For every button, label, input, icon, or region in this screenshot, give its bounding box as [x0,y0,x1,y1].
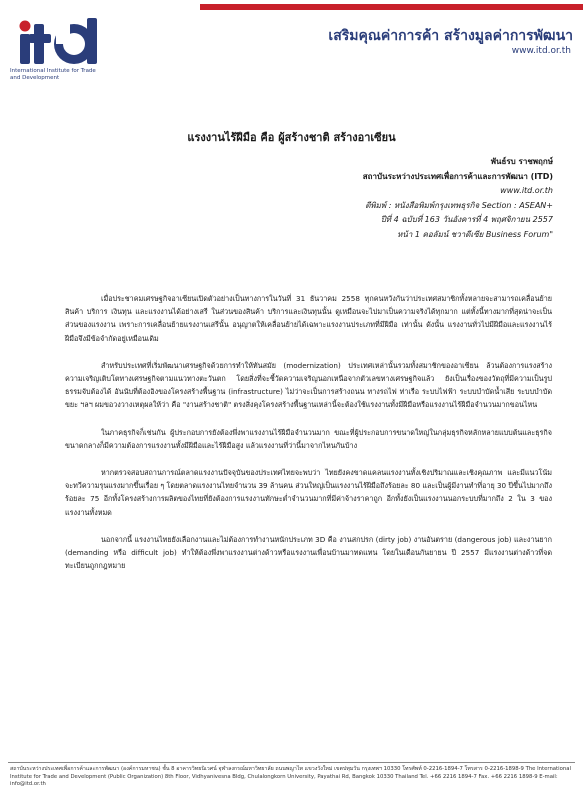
article-meta [253,155,553,242]
page-header [0,0,583,92]
header-website[interactable]: www.itd.or.th [511,46,571,56]
itd-logo-mark [8,12,128,72]
logo-subtitle: International Institute for Trade and Development [10,68,96,81]
issue-info: ปีที่ 4 ฉบับที่ 163 วันอังคารที่ 4 พฤศจิกายน 2557 [380,215,553,224]
paragraph: สำหรับประเทศที่เริ่มพัฒนาเศรษฐกิจด้วยการทำให้ทันสมัย (modernization) ประเทศเหล่านั้นรวมทั้งสมาชิกของอาเซียน ล้วนต้องการแรงสร้างความเจริญเติบโตทางเศรษฐกิจตามแนวทางตะวันตก โดยสิ่งที่จะชี้วัดความเจริญนอกเหนือจากตัวเลขทางเศรษฐกิจแล้ว ยังเป็นเรื่องของวัตถุที่มีความเป็นรูปธรรมจับต้องได้ อันนับที่ต้องอิงของโครงสร้างพื้นฐาน (infrastructure) ไม่ว่าจะเป็นการสร้างถนน ทางรถไฟ ท่าเรือ ระบบไฟฟ้า ระบบบำบัดน้ำเสีย ระบบบำบัดขยะ ฯลฯ ผมขอวงวางเหตุผลให้ว่า คือ "งานสร้างชาติ" ตรงสิ่งคุงโครงสร้างพื้นฐานเหล่านี้จะต้องใช้แรงงานทั้งมีฝีมือหรือแรงงานไร้ฝีมือจำนวนมากขอนไหน [65,360,552,410]
footer-divider [8,762,575,763]
paragraph: เมื่อประชาคมเศรษฐกิจอาเซียนเปิดตัวอย่างเป็นทางการในวันที่ 31 ธันวาคม 2558 ทุกคนหวังกันว่าประเทศสมาชิกทั้งหลายจะสามารถเคลื่อนย้ายสินค้า บริการ เงินทุน และแรงงานได้อย่างเสรี ในส่วนของสินค้า บริการและเงินทุนนั้น ดูเหมือนจะไปมาเป็นความจริงได้ทุกมาก แต่ทั้งนี้ทางมากที่สุดน่าจะเป็นส่วนของแรงงาน เพราะการเคลื่อนย้ายแรงงานเสรีนั้น อนุญาตให้เคลื่อนย้ายได้เฉพาะแรงงานประเภทที่มีฝีมือ เท่านั้น ดังนั้น แรงงานทั่วไปมีฝีมือและแรงงานไร้ฝีมือจึงมีข้อจำกัดอยู่เหมือนเดิม [65,294,552,343]
author-name: พันธ์รบ ราชพฤกษ์ [490,157,553,166]
article-body [65,292,552,586]
organization-name: สถาบันระหว่างประเทศเพื่อการค้าและการพัฒนา (ITD) [362,171,553,181]
paragraph: หากตรวจสอบสถานการณ์ตลาดแรงงานปัจจุบันของประเทศไทยจะพบว่า ไทยยังคงขาดแคลนแรงงานทั้งเชิงปริมาณและเชิงคุณภาพ และมีแนวโน้มจะทวีความรุนแรงมากขึ้นเรื่อย ๆ โดยตลาดแรงงานไทยจำนวน 39 ล้านคน ส่วนใหญ่เป็นแรงงานไร้ฝีมือถึงร้อยละ 80 และเป็นผู้มีงานทำที่อายุ 30 ปีขึ้นไปมากถึงร้อยละ 75 อีกทั้งโครงสร้างการผลิตของไทยที่ยังต้องการแรงงานทักษะต่ำจำนวนมากที่มีค่าจ้างราคาถูก อีกทั้งยังเป็นแรงงานนอกระบบที่มากถึง 2 ใน 3 ของแรงงานทั้งหมด [65,468,552,517]
organization-website[interactable]: www.itd.or.th [500,186,553,195]
footer-address: สถาบันระหว่างประเทศเพื่อการค้าและการพัฒนา (องค์การมหาชน) ชั้น 8 อาคารวิทยนิเวศน์ จุฬาลงกรณ์มหาวิทยาลัย ถนนพญาไท แขวงวังใหม่ เขตปทุมวัน กรุงเทพฯ 10330 โทรศัพท์ 0-2216-1894-7 โทรสาร 0-2216-1898-9 The International Institute for Trade and Development (Public Organization) 8th Floor, Vidhyanivesna Bldg, Chulalongkorn University, Payathai Rd, Bangkok 10330 Thailand Tel. +66 2216 1894-7 Fax. +66 2216 1898-9 E-mail: info@itd.or.th [10,766,571,788]
itd-logo [8,12,138,92]
paragraph: ในภาคธุรกิจก็เช่นกัน ผู้ประกอบการยังต้องพึ่งพาแรงงานไร้ฝีมือจำนวนมาก ขณะที่ผู้ประกอบการขนาดใหญ่ในกลุ่มธุรกิจหลักหลายแบบต้นและธุรกิจขนาดกลางก็มีความต้องการแรงงานทั้งมีฝีมือและไร้ฝีมือสูง แล้วแรงงานที่ว่านี้มาจากไหนกันบ้าง [65,427,552,450]
publication-info: ตีพิมพ์ : หนังสือพิมพ์กรุงเทพธุรกิจ Section : ASEAN+ [365,200,553,210]
header-tagline: เสริมคุณค่าการค้า สร้างมูลค่าการพัฒนา [328,28,573,44]
header-accent-bar [200,4,583,10]
article-title: แรงงานไร้ฝีมือ คือ ผู้สร้างชาติ สร้างอาเซียน [187,131,396,144]
page-info: หน้า 1 คอลัมน์ ชวาดีเซีย Business Forum" [397,229,553,239]
paragraph: นอกจากนี้ แรงงานไทยยังเลือกงานและไม่ต้องการทำงานหนักประเภท 3D คือ งานสกปรก (dirty job) งานอันตราย (dangerous job) และงานยาก (demanding หรือ difficult job) ทำให้ต้องพึ่งพาแรงงานต่างด้าวหรือแรงงานเพื่อนบ้านมาทดแทน โดยในเดือนกันยายน ปี 2557 มีแรงงานต่างด้าวที่จดทะเบียนถูกกฎหมาย [65,534,552,571]
